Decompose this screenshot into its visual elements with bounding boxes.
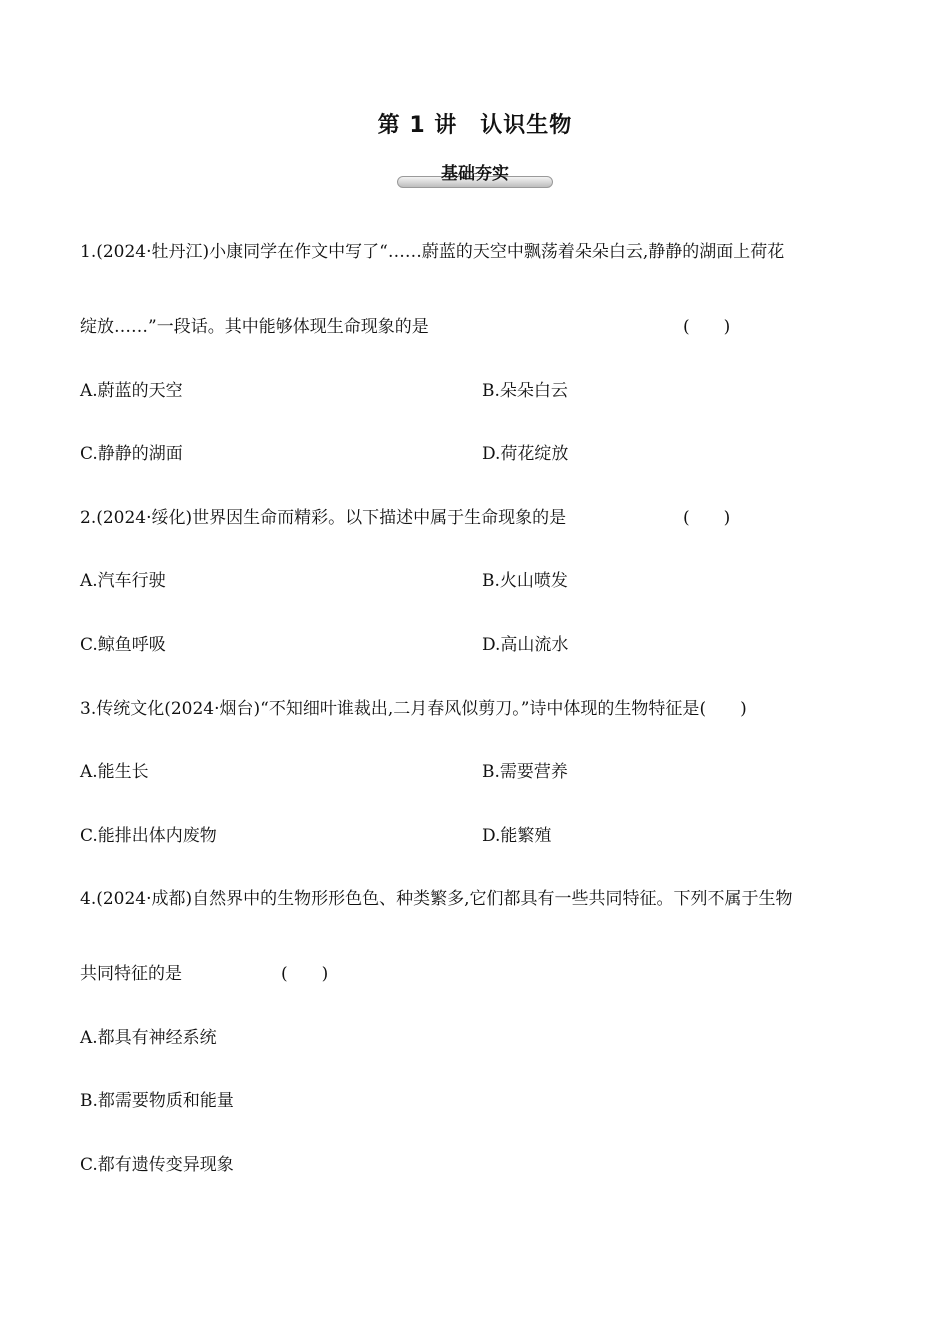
question-3-option-d: D.能繁殖: [482, 826, 552, 846]
question-1-option-a: A.蔚蓝的天空: [80, 381, 183, 401]
question-1-answer-blank: ( ): [683, 317, 731, 337]
question-2-option-b: B.火山喷发: [482, 571, 568, 591]
question-4-option-a: A.都具有神经系统: [80, 1028, 217, 1048]
question-4-text-line1: 4.(2024·成都)自然界中的生物形形色色、种类繁多,它们都具有一些共同特征。下列不属于生物: [80, 889, 793, 909]
question-3-answer-blank: ( ): [699, 699, 747, 719]
question-4-option-c: C.都有遗传变异现象: [80, 1155, 234, 1175]
section-label: 基础夯实: [441, 164, 509, 184]
section-banner: [397, 162, 553, 192]
question-1-text-line1: 1.(2024·牡丹江)小康同学在作文中写了“……蔚蓝的天空中飘荡着朵朵白云,静静的湖面上荷花: [80, 242, 785, 262]
page-title: 第 1 讲 认识生物: [377, 113, 573, 138]
question-4-option-b: B.都需要物质和能量: [80, 1091, 234, 1111]
question-2-answer-blank: ( ): [683, 508, 731, 528]
question-1-option-d: D.荷花绽放: [482, 444, 569, 464]
question-2-option-c: C.鲸鱼呼吸: [80, 635, 166, 655]
question-3-text: [80, 698, 747, 720]
question-2-text: 2.(2024·绥化)世界因生命而精彩。以下描述中属于生命现象的是: [80, 508, 567, 528]
question-2-option-d: D.高山流水: [482, 635, 569, 655]
question-1-text-line2: 绽放……”一段话。其中能够体现生命现象的是: [80, 317, 429, 337]
question-4-text-line2: 共同特征的是: [80, 964, 182, 984]
question-3-option-a: A.能生长: [80, 762, 149, 782]
question-2-option-a: A.汽车行驶: [80, 571, 166, 591]
question-3-stem: 3.传统文化(2024·烟台)“不知细叶谁裁出,二月春风似剪刀。”诗中体现的生物特征是: [80, 699, 700, 719]
question-3-option-c: C.能排出体内废物: [80, 826, 217, 846]
question-3-option-b: B.需要营养: [482, 762, 568, 782]
question-4-answer-blank: ( ): [281, 964, 329, 984]
question-1-option-c: C.静静的湖面: [80, 444, 183, 464]
question-1-option-b: B.朵朵白云: [482, 381, 568, 401]
